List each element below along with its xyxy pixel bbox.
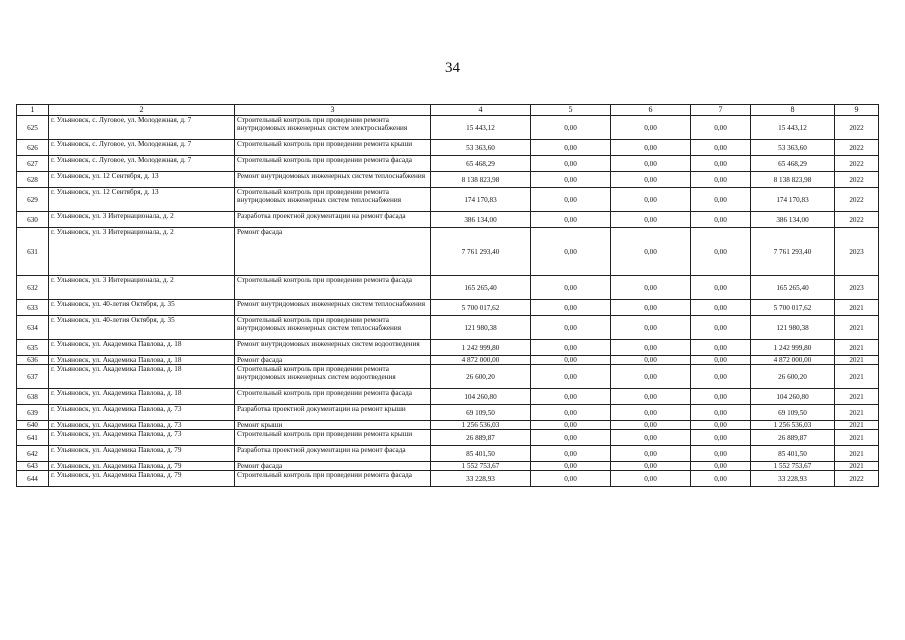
amount-cell: 0,00 [691,188,751,212]
table-row [17,212,879,228]
row-number-cell: 642 [17,446,49,462]
amount-cell: 0,00 [691,405,751,421]
amount-cell: 0,00 [611,172,691,188]
address-cell: г. Ульяновск, с. Луговое, ул. Молодежная, д. 7 [49,140,235,156]
amount-cell: 0,00 [691,462,751,471]
year-cell: 2022 [835,471,879,487]
amount-total-cell: 26 600,20 [431,365,531,389]
year-cell: 2021 [835,405,879,421]
address-cell: г. Ульяновск, ул. Академика Павлова, д. 18 [49,356,235,365]
row-number-cell: 636 [17,356,49,365]
amount-cell: 0,00 [531,140,611,156]
address-cell: г. Ульяновск, ул. Академика Павлова, д. 79 [49,471,235,487]
row-number-cell: 633 [17,300,49,316]
amount-cell: 0,00 [531,212,611,228]
year-cell: 2022 [835,188,879,212]
amount-fund-cell: 8 138 823,98 [751,172,835,188]
amount-cell: 0,00 [611,340,691,356]
amount-fund-cell: 7 761 293,40 [751,228,835,276]
amount-cell: 0,00 [611,188,691,212]
amount-cell: 0,00 [691,430,751,446]
amount-cell: 0,00 [691,140,751,156]
amount-cell: 0,00 [531,156,611,172]
amount-cell: 0,00 [531,389,611,405]
amount-total-cell: 1 256 536,03 [431,421,531,430]
works-table [16,104,879,487]
amount-cell: 0,00 [691,300,751,316]
table-row [17,116,879,140]
table-row [17,462,879,471]
year-cell: 2021 [835,462,879,471]
table-row [17,228,879,276]
amount-fund-cell: 4 872 000,00 [751,356,835,365]
address-cell: г. Ульяновск, ул. Академика Павлова, д. 18 [49,340,235,356]
amount-cell: 0,00 [691,421,751,430]
row-number-cell: 632 [17,276,49,300]
amount-cell: 0,00 [611,140,691,156]
amount-cell: 0,00 [691,356,751,365]
amount-fund-cell: 165 265,40 [751,276,835,300]
amount-total-cell: 4 872 000,00 [431,356,531,365]
header-cell: 4 [431,105,531,116]
work-description-cell: Разработка проектной документации на ремонт крыши [235,405,431,421]
address-cell: г. Ульяновск, ул. 40-летия Октября, д. 35 [49,300,235,316]
amount-total-cell: 26 889,87 [431,430,531,446]
address-cell: г. Ульяновск, ул. 3 Интернационала, д. 2 [49,276,235,300]
row-number-cell: 629 [17,188,49,212]
amount-cell: 0,00 [611,276,691,300]
work-description-cell: Разработка проектной документации на ремонт фасада [235,212,431,228]
year-cell: 2021 [835,316,879,340]
year-cell: 2021 [835,421,879,430]
amount-cell: 0,00 [531,446,611,462]
header-cell: 9 [835,105,879,116]
work-description-cell: Ремонт внутридомовых инженерных систем теплоснабжения [235,300,431,316]
year-cell: 2023 [835,228,879,276]
amount-fund-cell: 104 260,80 [751,389,835,405]
table-row [17,389,879,405]
year-cell: 2022 [835,156,879,172]
table-row [17,172,879,188]
table-row [17,356,879,365]
table-row [17,140,879,156]
header-cell: 5 [531,105,611,116]
year-cell: 2022 [835,172,879,188]
amount-cell: 0,00 [611,389,691,405]
work-description-cell: Ремонт крыши [235,421,431,430]
work-description-cell: Строительный контроль при проведении ремонта крыши [235,430,431,446]
amount-fund-cell: 85 401,50 [751,446,835,462]
amount-total-cell: 386 134,00 [431,212,531,228]
row-number-cell: 640 [17,421,49,430]
row-number-cell: 635 [17,340,49,356]
row-number-cell: 641 [17,430,49,446]
works-table-container [16,104,878,487]
year-cell: 2021 [835,300,879,316]
amount-total-cell: 33 228,93 [431,471,531,487]
address-cell: г. Ульяновск, ул. Академика Павлова, д. 79 [49,446,235,462]
amount-cell: 0,00 [611,405,691,421]
table-row [17,430,879,446]
amount-cell: 0,00 [611,462,691,471]
amount-cell: 0,00 [531,462,611,471]
address-cell: г. Ульяновск, ул. Академика Павлова, д. 73 [49,405,235,421]
address-cell: г. Ульяновск, ул. Академика Павлова, д. 18 [49,365,235,389]
year-cell: 2021 [835,446,879,462]
address-cell: г. Ульяновск, с. Луговое, ул. Молодежная, д. 7 [49,116,235,140]
amount-cell: 0,00 [691,212,751,228]
address-cell: г. Ульяновск, ул. Академика Павлова, д. 73 [49,430,235,446]
address-cell: г. Ульяновск, ул. 12 Сентября, д. 13 [49,172,235,188]
header-cell: 2 [49,105,235,116]
table-row [17,300,879,316]
address-cell: г. Ульяновск, с. Луговое, ул. Молодежная, д. 7 [49,156,235,172]
work-description-cell: Строительный контроль при проведении ремонта внутридомовых инженерных систем электроснабжения [235,116,431,140]
amount-cell: 0,00 [531,471,611,487]
table-row [17,365,879,389]
row-number-cell: 637 [17,365,49,389]
amount-total-cell: 8 138 823,98 [431,172,531,188]
amount-cell: 0,00 [611,300,691,316]
row-number-cell: 631 [17,228,49,276]
amount-fund-cell: 15 443,12 [751,116,835,140]
work-description-cell: Ремонт внутридомовых инженерных систем теплоснабжения [235,172,431,188]
table-row [17,156,879,172]
amount-cell: 0,00 [611,116,691,140]
amount-cell: 0,00 [611,471,691,487]
header-cell: 8 [751,105,835,116]
header-cell: 1 [17,105,49,116]
work-description-cell: Ремонт фасада [235,228,431,276]
header-row [17,105,879,116]
table-row [17,316,879,340]
table-row [17,276,879,300]
year-cell: 2022 [835,116,879,140]
work-description-cell: Строительный контроль при проведении ремонта фасада [235,471,431,487]
address-cell: г. Ульяновск, ул. 12 Сентября, д. 13 [49,188,235,212]
work-description-cell: Ремонт фасада [235,462,431,471]
amount-cell: 0,00 [691,276,751,300]
table-row [17,421,879,430]
amount-fund-cell: 65 468,29 [751,156,835,172]
work-description-cell: Строительный контроль при проведении ремонта внутридомовых инженерных систем водоотведения [235,365,431,389]
amount-cell: 0,00 [531,188,611,212]
address-cell: г. Ульяновск, ул. Академика Павлова, д. 73 [49,421,235,430]
amount-cell: 0,00 [531,365,611,389]
row-number-cell: 638 [17,389,49,405]
amount-cell: 0,00 [691,340,751,356]
table-row [17,446,879,462]
work-description-cell: Строительный контроль при проведении ремонта внутридомовых инженерных систем теплоснабжения [235,316,431,340]
amount-total-cell: 69 109,50 [431,405,531,421]
amount-cell: 0,00 [611,356,691,365]
amount-cell: 0,00 [611,446,691,462]
row-number-cell: 644 [17,471,49,487]
table-row [17,188,879,212]
work-description-cell: Строительный контроль при проведении ремонта фасада [235,389,431,405]
amount-fund-cell: 121 980,38 [751,316,835,340]
amount-fund-cell: 1 256 536,03 [751,421,835,430]
amount-cell: 0,00 [691,228,751,276]
address-cell: г. Ульяновск, ул. Академика Павлова, д. 79 [49,462,235,471]
amount-fund-cell: 26 600,20 [751,365,835,389]
row-number-cell: 643 [17,462,49,471]
amount-total-cell: 5 700 017,62 [431,300,531,316]
table-row [17,405,879,421]
year-cell: 2021 [835,340,879,356]
work-description-cell: Разработка проектной документации на ремонт фасада [235,446,431,462]
year-cell: 2022 [835,212,879,228]
amount-cell: 0,00 [691,471,751,487]
header-cell: 7 [691,105,751,116]
row-number-cell: 634 [17,316,49,340]
amount-cell: 0,00 [611,365,691,389]
work-description-cell: Строительный контроль при проведении ремонта внутридомовых инженерных систем теплоснабжения [235,188,431,212]
amount-fund-cell: 1 242 999,80 [751,340,835,356]
amount-cell: 0,00 [691,116,751,140]
page-number: 34 [445,60,460,76]
header-cell: 3 [235,105,431,116]
amount-cell: 0,00 [531,228,611,276]
amount-fund-cell: 1 552 753,67 [751,462,835,471]
amount-cell: 0,00 [691,365,751,389]
amount-total-cell: 65 468,29 [431,156,531,172]
amount-total-cell: 104 260,80 [431,389,531,405]
table-body [17,116,879,487]
amount-cell: 0,00 [611,228,691,276]
amount-cell: 0,00 [531,356,611,365]
amount-cell: 0,00 [531,316,611,340]
work-description-cell: Ремонт фасада [235,356,431,365]
amount-cell: 0,00 [611,316,691,340]
amount-cell: 0,00 [531,405,611,421]
work-description-cell: Строительный контроль при проведении ремонта фасада [235,276,431,300]
amount-cell: 0,00 [531,116,611,140]
amount-cell: 0,00 [531,172,611,188]
row-number-cell: 625 [17,116,49,140]
amount-fund-cell: 174 170,83 [751,188,835,212]
amount-cell: 0,00 [691,156,751,172]
amount-cell: 0,00 [691,389,751,405]
amount-total-cell: 7 761 293,40 [431,228,531,276]
amount-total-cell: 165 265,40 [431,276,531,300]
amount-total-cell: 85 401,50 [431,446,531,462]
work-description-cell: Ремонт внутридомовых инженерных систем водоотведения [235,340,431,356]
year-cell: 2022 [835,140,879,156]
amount-cell: 0,00 [531,276,611,300]
row-number-cell: 627 [17,156,49,172]
row-number-cell: 639 [17,405,49,421]
row-number-cell: 626 [17,140,49,156]
work-description-cell: Строительный контроль при проведении ремонта фасада [235,156,431,172]
amount-cell: 0,00 [531,340,611,356]
amount-cell: 0,00 [691,446,751,462]
amount-cell: 0,00 [531,421,611,430]
amount-fund-cell: 33 228,93 [751,471,835,487]
amount-fund-cell: 69 109,50 [751,405,835,421]
year-cell: 2021 [835,365,879,389]
year-cell: 2021 [835,356,879,365]
row-number-cell: 628 [17,172,49,188]
amount-total-cell: 15 443,12 [431,116,531,140]
address-cell: г. Ульяновск, ул. 3 Интернационала, д. 2 [49,212,235,228]
amount-total-cell: 174 170,83 [431,188,531,212]
table-row [17,471,879,487]
amount-cell: 0,00 [691,316,751,340]
header-cell: 6 [611,105,691,116]
address-cell: г. Ульяновск, ул. Академика Павлова, д. 18 [49,389,235,405]
amount-total-cell: 121 980,38 [431,316,531,340]
amount-fund-cell: 386 134,00 [751,212,835,228]
amount-cell: 0,00 [611,430,691,446]
row-number-cell: 630 [17,212,49,228]
year-cell: 2023 [835,276,879,300]
amount-fund-cell: 5 700 017,62 [751,300,835,316]
amount-total-cell: 1 242 999,80 [431,340,531,356]
address-cell: г. Ульяновск, ул. 3 Интернационала, д. 2 [49,228,235,276]
amount-cell: 0,00 [611,212,691,228]
amount-cell: 0,00 [531,430,611,446]
amount-cell: 0,00 [611,421,691,430]
amount-cell: 0,00 [611,156,691,172]
table-header [17,105,879,116]
amount-fund-cell: 26 889,87 [751,430,835,446]
year-cell: 2021 [835,430,879,446]
address-cell: г. Ульяновск, ул. 40-летия Октября, д. 35 [49,316,235,340]
amount-cell: 0,00 [531,300,611,316]
year-cell: 2021 [835,389,879,405]
amount-cell: 0,00 [691,172,751,188]
amount-fund-cell: 53 363,60 [751,140,835,156]
work-description-cell: Строительный контроль при проведении ремонта крыши [235,140,431,156]
amount-total-cell: 1 552 753,67 [431,462,531,471]
amount-total-cell: 53 363,60 [431,140,531,156]
table-row [17,340,879,356]
